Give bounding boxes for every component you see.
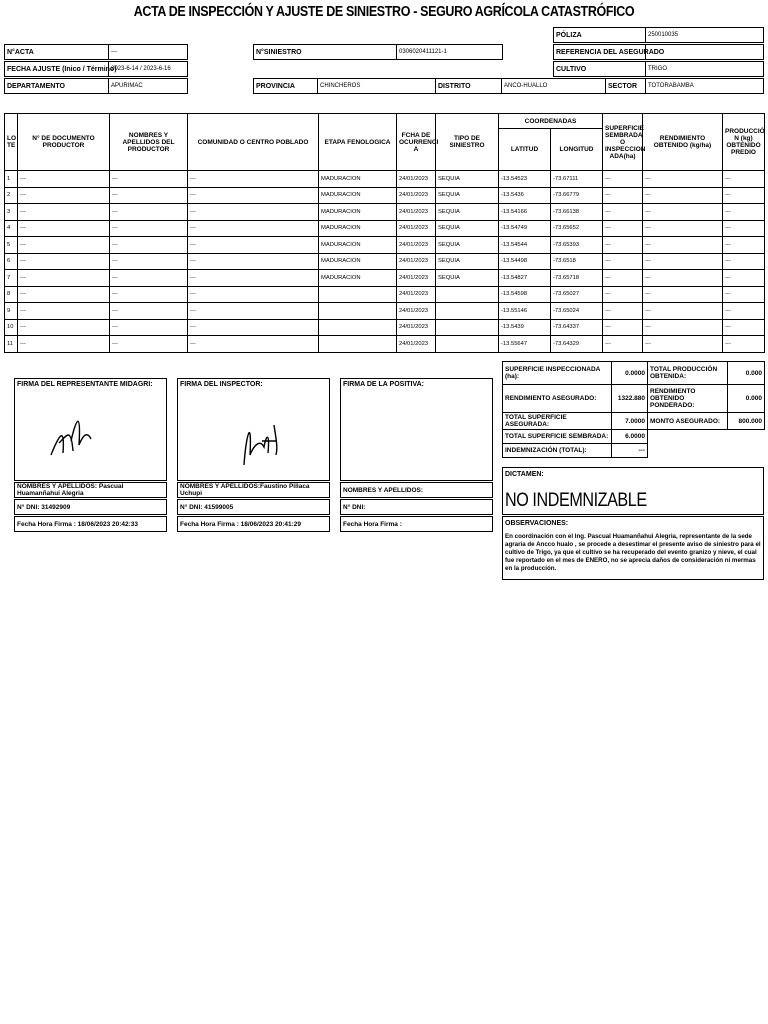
table-cell-lat: -13.54749 [499, 220, 551, 237]
table-cell-lote: 7 [5, 270, 18, 287]
handwritten-signature [41, 395, 141, 475]
table-cell-tipo: SEQUIA [436, 187, 499, 204]
table-cell-lon: -73.65024 [551, 303, 603, 320]
header-coordenadas: COORDENADAS [499, 114, 603, 129]
table-cell-rend: --- [643, 204, 723, 221]
table-cell-rend: --- [643, 220, 723, 237]
monto-label: MONTO ASEGURADO: [648, 413, 728, 430]
distrito-value: ANCO-HUALLO [501, 78, 606, 94]
table-cell-lote: 8 [5, 286, 18, 303]
table-cell-rend: --- [643, 253, 723, 270]
siniestro-value: 0306020411121-1 [396, 44, 503, 60]
table-cell-doc: --- [18, 270, 110, 287]
signature-fecha: Fecha Hora Firma : 18/06/2023 20:41:29 [177, 516, 330, 532]
header-comunidad: COMUNIDAD O CENTRO POBLADO [188, 114, 319, 171]
total-sup-semb-label: TOTAL SUPERFICIE SEMBRADA: [503, 430, 612, 444]
rend-obt-label: RENDIMIENTO OBTENIDO PONDERADO: [648, 385, 728, 413]
total-prod-value: 0.000 [728, 362, 765, 385]
total-sup-aseg-label: TOTAL SUPERFICIE ASEGURADA: [503, 413, 612, 430]
table-cell-doc: --- [18, 204, 110, 221]
table-cell-lon: -73.65718 [551, 270, 603, 287]
table-cell-fecha: 24/01/2023 [397, 319, 436, 336]
indemnizacion-value: --- [612, 444, 648, 458]
table-cell-doc: --- [18, 187, 110, 204]
table-cell-lat: -13.54598 [499, 286, 551, 303]
table-cell-lon: -73.64337 [551, 319, 603, 336]
table-cell-fecha: 24/01/2023 [397, 187, 436, 204]
table-cell-lon: -73.65393 [551, 237, 603, 254]
table-cell-nombres: --- [110, 253, 188, 270]
table-cell-etapa: MADURACION [319, 253, 397, 270]
poliza-value: 250010035 [645, 27, 764, 43]
table-cell-doc: --- [18, 237, 110, 254]
header-superficie: SUPERFICIE SEMBRADA O INSPECCION ADA(ha) [603, 114, 643, 171]
observaciones-label: OBSERVACIONES: [505, 520, 569, 527]
observaciones-box [502, 516, 764, 580]
header-etapa: ETAPA FENOLOGICA [319, 114, 397, 171]
table-cell-prod: --- [723, 253, 765, 270]
signature-title: FIRMA DEL REPRESENTANTE MIDAGRI: [17, 381, 153, 388]
table-row [5, 187, 765, 204]
total-sup-aseg-value: 7.0000 [612, 413, 648, 430]
signature-dni: N° DNI: 41599005 [177, 499, 330, 515]
lotes-table [4, 113, 765, 353]
table-cell-lat: -13.5436 [499, 187, 551, 204]
departamento-label: DEPARTAMENTO [4, 78, 109, 94]
table-cell-lote: 5 [5, 237, 18, 254]
table-cell-etapa [319, 319, 397, 336]
table-cell-fecha: 24/01/2023 [397, 253, 436, 270]
table-cell-fecha: 24/01/2023 [397, 270, 436, 287]
table-cell-fecha: 24/01/2023 [397, 204, 436, 221]
table-cell-sup: --- [603, 286, 643, 303]
table-cell-lat: -13.55647 [499, 336, 551, 353]
table-cell-etapa: MADURACION [319, 237, 397, 254]
signature-name: NOMBRES Y APELLIDOS:Faustino Pillaca Uchupi [177, 482, 330, 498]
provincia-value: CHINCHEROS [317, 78, 436, 94]
table-cell-rend: --- [643, 319, 723, 336]
table-cell-rend: --- [643, 187, 723, 204]
table-row [5, 303, 765, 320]
table-cell-tipo [436, 303, 499, 320]
table-cell-prod: --- [723, 187, 765, 204]
table-row [5, 336, 765, 353]
table-cell-prod: --- [723, 286, 765, 303]
table-cell-lote: 9 [5, 303, 18, 320]
signature-name: NOMBRES Y APELLIDOS: [340, 482, 493, 498]
table-cell-fecha: 24/01/2023 [397, 286, 436, 303]
table-cell-lon: -73.66779 [551, 187, 603, 204]
sup-insp-label: SUPERFICIE INSPECCIONADA (ha): [503, 362, 612, 385]
referencia-value [645, 44, 764, 60]
table-cell-lon: -73.6518 [551, 253, 603, 270]
table-cell-etapa [319, 336, 397, 353]
table-cell-sup: --- [603, 270, 643, 287]
summary-table [502, 361, 765, 458]
table-cell-etapa: MADURACION [319, 270, 397, 287]
indemnizacion-label: INDEMNIZACIÓN (TOTAL): [503, 444, 612, 458]
table-row [5, 319, 765, 336]
table-cell-prod: --- [723, 204, 765, 221]
table-cell-rend: --- [643, 286, 723, 303]
table-cell-lon: -73.65652 [551, 220, 603, 237]
table-cell-etapa: MADURACION [319, 187, 397, 204]
table-row [5, 171, 765, 188]
fecha-ajuste-label: FECHA AJUSTE (Inico / Término) [4, 61, 109, 77]
table-cell-sup: --- [603, 187, 643, 204]
sector-label: SECTOR [605, 78, 646, 94]
dictamen-value: NO INDEMNIZABLE [505, 490, 647, 511]
table-cell-nombres: --- [110, 187, 188, 204]
rend-obt-value: 0.000 [728, 385, 765, 413]
table-row [5, 286, 765, 303]
table-cell-lon: -73.66138 [551, 204, 603, 221]
table-cell-doc: --- [18, 303, 110, 320]
table-cell-etapa: MADURACION [319, 204, 397, 221]
table-cell-lon: -73.67111 [551, 171, 603, 188]
cultivo-value: TRIGO [645, 61, 764, 77]
document-title: ACTA DE INSPECCIÓN Y AJUSTE DE SINIESTRO - SEGURO AGRÍCOLA CATASTRÓFICO [133, 4, 635, 20]
cultivo-label: CULTIVO [553, 61, 646, 77]
table-cell-sup: --- [603, 253, 643, 270]
table-cell-nombres: --- [110, 204, 188, 221]
table-cell-comunidad: --- [188, 187, 319, 204]
table-cell-prod: --- [723, 171, 765, 188]
table-cell-lat: -13.55146 [499, 303, 551, 320]
referencia-label: REFERENCIA DEL ASEGURADO [553, 44, 646, 60]
table-cell-doc: --- [18, 171, 110, 188]
table-cell-prod: --- [723, 220, 765, 237]
table-cell-sup: --- [603, 220, 643, 237]
table-cell-doc: --- [18, 286, 110, 303]
table-cell-rend: --- [643, 270, 723, 287]
table-cell-doc: --- [18, 336, 110, 353]
table-cell-rend: --- [643, 171, 723, 188]
total-sup-semb-value: 6.0000 [612, 430, 648, 444]
table-cell-sup: --- [603, 171, 643, 188]
table-cell-rend: --- [643, 336, 723, 353]
table-cell-sup: --- [603, 336, 643, 353]
table-cell-comunidad: --- [188, 286, 319, 303]
header-longitud: LONGITUD [551, 129, 603, 171]
signature-box [14, 378, 167, 481]
table-cell-comunidad: --- [188, 319, 319, 336]
table-cell-prod: --- [723, 319, 765, 336]
table-cell-etapa: MADURACION [319, 220, 397, 237]
table-cell-nombres: --- [110, 319, 188, 336]
distrito-label: DISTRITO [435, 78, 502, 94]
table-cell-lote: 3 [5, 204, 18, 221]
table-row [5, 270, 765, 287]
signature-title: FIRMA DE LA POSITIVA: [343, 381, 425, 388]
table-cell-nombres: --- [110, 270, 188, 287]
table-cell-lote: 2 [5, 187, 18, 204]
header-lote: LO TE [5, 114, 18, 171]
table-cell-tipo: SEQUIA [436, 237, 499, 254]
table-cell-lote: 6 [5, 253, 18, 270]
table-cell-nombres: --- [110, 237, 188, 254]
header-produccion: PRODUCCIÓ N (kg) OBTENIDO PREDIO [723, 114, 765, 171]
table-cell-prod: --- [723, 270, 765, 287]
table-cell-etapa [319, 303, 397, 320]
table-row [5, 253, 765, 270]
table-cell-tipo: SEQUIA [436, 220, 499, 237]
departamento-value: APURIMAC [108, 78, 188, 94]
table-cell-doc: --- [18, 319, 110, 336]
dictamen-label: DICTAMEN: [505, 471, 544, 478]
table-row [5, 220, 765, 237]
header-nombres: NOMBRES Y APELLIDOS DEL PRODUCTOR [110, 114, 188, 171]
observaciones-text: En coordinación con el Ing. Pascual Huamanñahui Alegria, representante de la sede agraria de Ancco hualo , se procede a desestimar el presente aviso de siniestro para el cultivo de Trigo, ya que el cultivo se ha recuperado del evento granizo y nieve, el cual fue reportado en el mes de ENERO, no se aprecia daños de consideración ni mermas en la producción. [505, 533, 761, 572]
table-cell-rend: --- [643, 303, 723, 320]
table-cell-lat: -13.54523 [499, 171, 551, 188]
table-cell-fecha: 24/01/2023 [397, 171, 436, 188]
dictamen-box [502, 467, 764, 515]
table-cell-fecha: 24/01/2023 [397, 220, 436, 237]
table-cell-comunidad: --- [188, 237, 319, 254]
table-cell-nombres: --- [110, 286, 188, 303]
acta-value: --- [108, 44, 188, 60]
acta-label: N°ACTA [4, 44, 109, 60]
table-cell-tipo [436, 286, 499, 303]
table-cell-sup: --- [603, 237, 643, 254]
table-cell-fecha: 24/01/2023 [397, 303, 436, 320]
signature-fecha: Fecha Hora Firma : 18/06/2023 20:42:33 [14, 516, 167, 532]
table-cell-nombres: --- [110, 171, 188, 188]
table-cell-tipo [436, 319, 499, 336]
table-cell-doc: --- [18, 253, 110, 270]
table-cell-nombres: --- [110, 303, 188, 320]
signature-title: FIRMA DEL INSPECTOR: [180, 381, 263, 388]
table-cell-comunidad: --- [188, 336, 319, 353]
sup-insp-value: 0.0000 [612, 362, 648, 385]
table-cell-fecha: 24/01/2023 [397, 237, 436, 254]
header-documento: N° DE DOCUMENTO PRODUCTOR [18, 114, 110, 171]
fecha-ajuste-value: 2023-6-14 / 2023-6-16 [108, 61, 188, 77]
poliza-label: PÓLIZA [553, 27, 646, 43]
table-cell-prod: --- [723, 336, 765, 353]
table-cell-lote: 11 [5, 336, 18, 353]
table-cell-tipo [436, 336, 499, 353]
total-prod-label: TOTAL PRODUCCIÓN OBTENIDA: [648, 362, 728, 385]
table-cell-lote: 10 [5, 319, 18, 336]
table-cell-rend: --- [643, 237, 723, 254]
table-cell-lat: -13.5439 [499, 319, 551, 336]
table-cell-lat: -13.54166 [499, 204, 551, 221]
table-cell-sup: --- [603, 303, 643, 320]
signature-dni: N° DNI: 31492909 [14, 499, 167, 515]
table-cell-nombres: --- [110, 336, 188, 353]
table-cell-tipo: SEQUIA [436, 253, 499, 270]
table-cell-doc: --- [18, 220, 110, 237]
signature-box [177, 378, 330, 481]
table-row [5, 237, 765, 254]
sector-value: TOTORABAMBA [645, 78, 764, 94]
table-cell-comunidad: --- [188, 253, 319, 270]
header-fecha: FCHA DE OCURRENCI A [397, 114, 436, 171]
monto-value: 800.000 [728, 413, 765, 430]
table-cell-prod: --- [723, 303, 765, 320]
signature-fecha: Fecha Hora Firma : [340, 516, 493, 532]
siniestro-label: N°SINIESTRO [253, 44, 397, 60]
table-cell-etapa: MADURACION [319, 171, 397, 188]
table-cell-comunidad: --- [188, 171, 319, 188]
table-cell-lat: -13.54827 [499, 270, 551, 287]
handwritten-signature [204, 395, 304, 475]
table-cell-sup: --- [603, 204, 643, 221]
table-cell-comunidad: --- [188, 220, 319, 237]
table-cell-sup: --- [603, 319, 643, 336]
signature-name: NOMBRES Y APELLIDOS: Pascual Huamanñahui Alegria [14, 482, 167, 498]
table-cell-comunidad: --- [188, 204, 319, 221]
header-tipo: TIPO DE SINIESTRO [436, 114, 499, 171]
provincia-label: PROVINCIA [253, 78, 318, 94]
table-cell-comunidad: --- [188, 270, 319, 287]
header-rendimiento: RENDIMIENTO OBTENIDO (kg/ha) [643, 114, 723, 171]
rend-aseg-label: RENDIMIENTO ASEGURADO: [503, 385, 612, 413]
table-row [5, 204, 765, 221]
signature-box [340, 378, 493, 481]
table-cell-tipo: SEQUIA [436, 171, 499, 188]
table-cell-lat: -13.54498 [499, 253, 551, 270]
table-cell-comunidad: --- [188, 303, 319, 320]
rend-aseg-value: 1322.880 [612, 385, 648, 413]
table-cell-lote: 4 [5, 220, 18, 237]
table-cell-tipo: SEQUIA [436, 270, 499, 287]
signature-dni: N° DNI: [340, 499, 493, 515]
table-cell-tipo: SEQUIA [436, 204, 499, 221]
header-latitud: LATITUD [499, 129, 551, 171]
table-cell-lon: -73.65027 [551, 286, 603, 303]
table-cell-lote: 1 [5, 171, 18, 188]
table-cell-lon: -73.64329 [551, 336, 603, 353]
table-cell-lat: -13.54544 [499, 237, 551, 254]
table-cell-nombres: --- [110, 220, 188, 237]
table-cell-etapa [319, 286, 397, 303]
table-cell-fecha: 24/01/2023 [397, 336, 436, 353]
table-cell-prod: --- [723, 237, 765, 254]
